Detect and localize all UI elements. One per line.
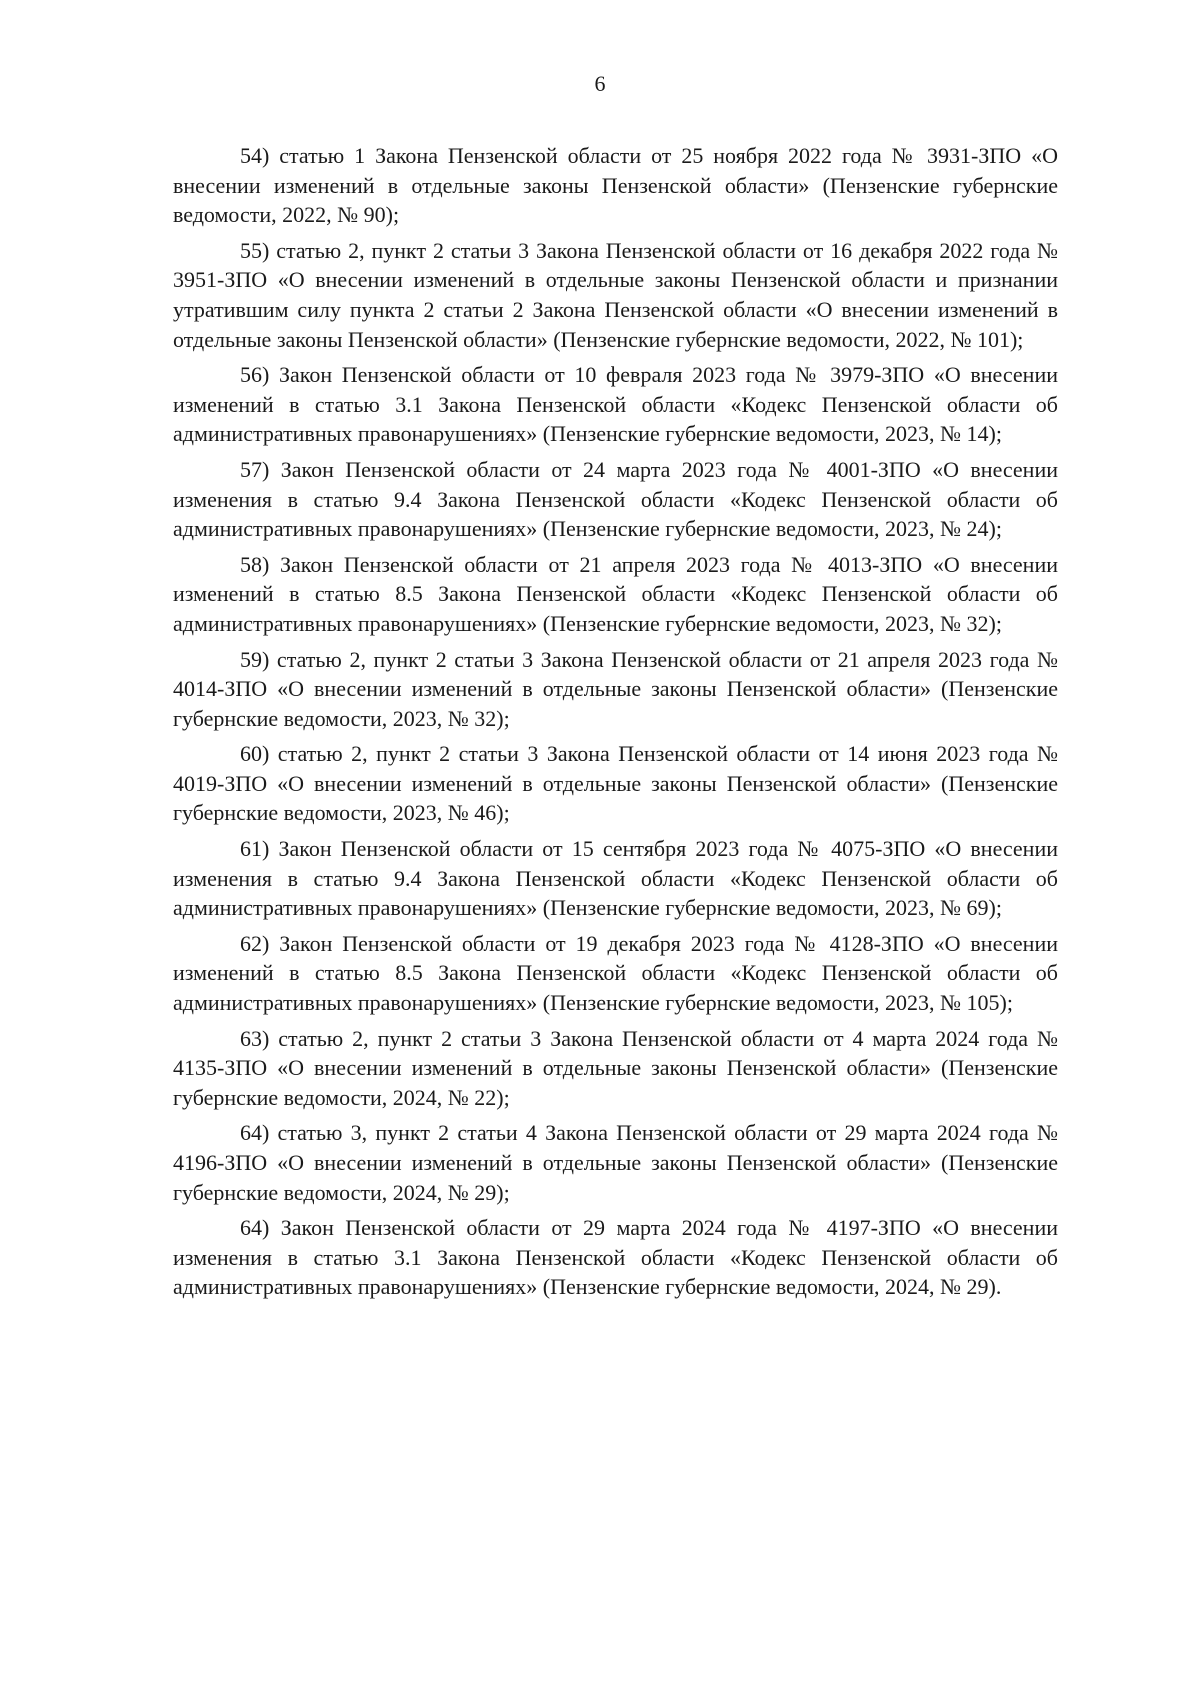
list-item-61: 61) Закон Пензенской области от 15 сентября 2023 года № 4075-ЗПО «О внесении изменения в статью 9.4 Закона Пензенской области «Кодекс Пензенской области об административных правонарушениях» (Пензенские губернские ведомости, 2023, № 69); — [173, 836, 1058, 921]
list-item-63: 63) статью 2, пункт 2 статьи 3 Закона Пензенской области от 4 марта 2024 года № 4135-ЗПО «О внесении изменений в отдельные законы Пензенской области» (Пензенские губернские ведомости, 2024, № 22); — [173, 1025, 1058, 1110]
list-item-56: 56) Закон Пензенской области от 10 февраля 2023 года № 3979-ЗПО «О внесении изменений в статью 3.1 Закона Пензенской области «Кодекс Пензенской области об административных правонарушениях» (Пензенские губернские ведомости, 2023, № 14); — [173, 362, 1058, 447]
list-item-57: 57) Закон Пензенской области от 24 марта 2023 года № 4001-ЗПО «О внесении изменения в статью 9.4 Закона Пензенской области «Кодекс Пензенской области об административных правонарушениях» (Пензенские губернские ведомости, 2023, № 24); — [173, 456, 1058, 542]
page-number: 6 — [594, 71, 606, 96]
list-item-58: 58) Закон Пензенской области от 21 апреля 2023 года № 4013-ЗПО «О внесении изменений в статью 8.5 Закона Пензенской области «Кодекс Пензенской области об административных правонарушениях» (Пензенские губернские ведомости, 2023, № 32); — [173, 551, 1058, 636]
list-item-64a: 64) статью 3, пункт 2 статьи 4 Закона Пензенской области от 29 марта 2024 года № 4196-ЗПО «О внесении изменений в отдельные законы Пензенской области» (Пензенские губернские ведомости, 2024, № 29); — [173, 1120, 1058, 1205]
list-item-64b: 64) Закон Пензенской области от 29 марта 2024 года № 4197-ЗПО «О внесении изменения в статью 3.1 Закона Пензенской области «Кодекс Пензенской области об административных правонарушениях» (Пензенские губернские ведомости, 2024, № 29). — [173, 1215, 1058, 1300]
document-body — [173, 141, 1058, 1308]
list-item-54: 54) статью 1 Закона Пензенской области от 25 ноября 2022 года № 3931-ЗПО «О внесении изменений в отдельные законы Пензенской области» (Пензенские губернские ведомости, 2022, № 90); — [173, 143, 1058, 228]
list-item-55: 55) статью 2, пункт 2 статьи 3 Закона Пензенской области от 16 декабря 2022 года № 3951-ЗПО «О внесении изменений в отдельные законы Пензенской области и признании утратившим силу пункта 2 статьи 2 Закона Пензенской области «О внесении изменений в отдельные законы Пензенской области» (Пензенские губернские ведомости, 2022, № 101); — [173, 237, 1058, 352]
list-item-60: 60) статью 2, пункт 2 статьи 3 Закона Пензенской области от 14 июня 2023 года № 4019-ЗПО «О внесении изменений в отдельные законы Пензенской области» (Пензенские губернские ведомости, 2023, № 46); — [173, 741, 1058, 826]
list-item-59: 59) статью 2, пункт 2 статьи 3 Закона Пензенской области от 21 апреля 2023 года № 4014-ЗПО «О внесении изменений в отдельные законы Пензенской области» (Пензенские губернские ведомости, 2023, № 32); — [173, 646, 1058, 731]
list-item-62: 62) Закон Пензенской области от 19 декабря 2023 года № 4128-ЗПО «О внесении изменений в статью 8.5 Закона Пензенской области «Кодекс Пензенской области об административных правонарушениях» (Пензенские губернские ведомости, 2023, № 105); — [173, 930, 1058, 1016]
